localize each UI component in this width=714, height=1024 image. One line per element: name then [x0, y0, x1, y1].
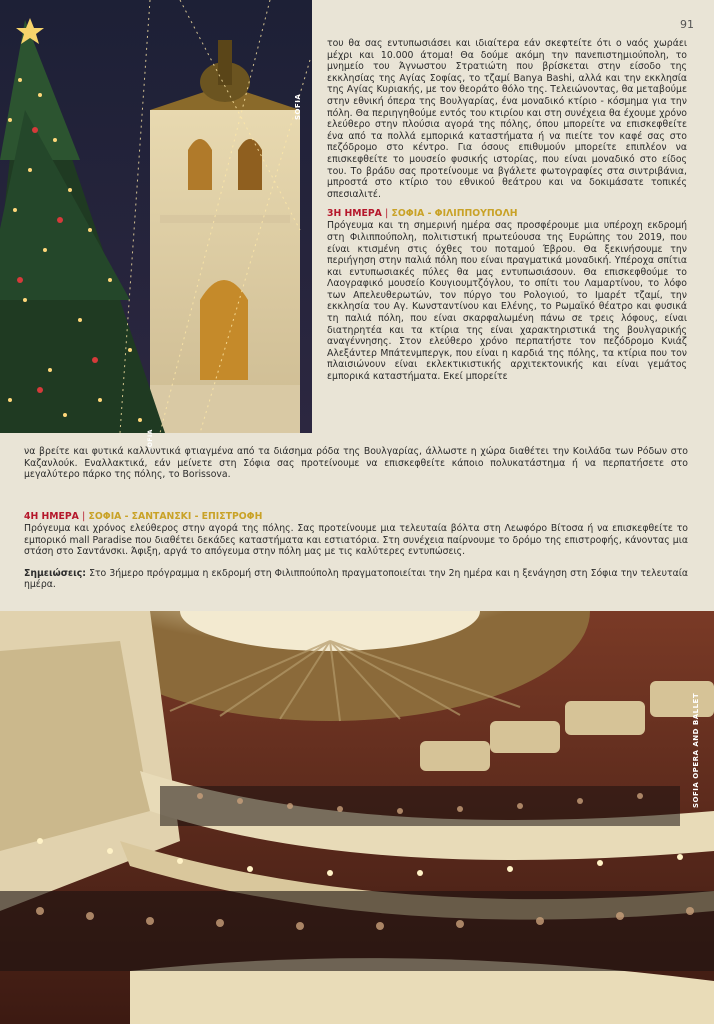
day3-heading [327, 208, 687, 220]
day3-body-continued: να βρείτε και φυτικά καλλυντικά φτιαγμένα από τα διάσημα ρόδα της Βουλγαρίας, άλλωστε η χώρα διαθέτει την Κοιλάδα των Ρόδων στο Καζανλούκ. Εναλλακτικά, εάν μείνετε στη Σόφια σας προτείνουμε να επισκεφθείτε κάποιο πολυκατάστημα ή να περπατήσετε στο μεγαλύτερο πάρκο της πόλης, το Borissova. [24, 446, 688, 481]
day4-heading [24, 511, 688, 523]
day4-separator: | [82, 511, 86, 522]
notes-label: Σημειώσεις: [24, 567, 86, 579]
notes-body: Στο 3ήμερο πρόγραμμα η εκδρομή στη Φιλιππούπολη πραγματοποιείται την 2η ημέρα και η ξενάγηση στη Σόφια την τελευταία ημέρα. [24, 567, 688, 591]
photo-illustration [0, 0, 312, 433]
photo-sofia-opera [0, 611, 714, 1024]
opera-illustration [0, 611, 714, 1024]
photo-caption-sofia-small: SOFIA [147, 429, 154, 452]
day4-label: 4Η ΗΜΕΡΑ [24, 511, 79, 522]
page-number: 91 [680, 18, 694, 31]
photo-sofia-christmas [0, 0, 312, 433]
photo-caption-opera: SOFIA OPERA AND BALLET [692, 692, 700, 808]
photo-caption-sofia: SOFIA [294, 93, 302, 120]
day4-route: ΣΟΦΙΑ - ΣΑΝΤΑΝΣΚΙ - ΕΠΙΣΤΡΟΦΗ [88, 511, 263, 522]
right-column [327, 38, 687, 383]
day3-separator: | [385, 208, 389, 220]
day3-body-column: Πρόγευμα και τη σημερινή ημέρα σας προσφέρουμε μια υπέροχη εκδρομή στη Φιλιππούπολη, πολιτιστική πρωτεύουσα της Ευρώπης του 2019, που είναι κτισμένη στις όχθες του ποταμού Έβρου. Θα ξεκινήσουμε την περιήγηση στην παλιά πόλη που είναι πραγματικά μοναδική. Υπέροχα σπίτια και εντυπωσιακές πύλες θα μας εντυπωσιάσουν. Θα επισκεφθούμε το Λαογραφικό μουσείο Κουγιουμτζόγλου, το σπίτι του Λαμαρτίνου, το λόφο των Απελευθερωτών, τον πύργο του Ρολογιού, το Ιμαρέτ τζαμί, την εκκλησία του Αγ. Κωνσταντίνου και Ελένης, το Ρωμαϊκό θέατρο και φυσικά τη παλιά πόλη, που είναι σκαρφαλωμένη πάνω σε τρεις λόφους, είναι διατηρητέα και τα κτίρια της είναι χαρακτηριστικά της βουλγαρικής αναγέννησης. Στον ελεύθερο χρόνο περπατήστε τον πεζόδρομο Κνιάζ Αλεξάντερ Μπάτενμπεργκ, που είναι η καρδιά της πόλης, τα κτίρια που τον πλαισιώνουν είναι εκλεκτικιστικής αρχιτεκτονικής και είναι γεμάτος εμπορικά καταστήματα. Εκεί μπορείτε [327, 220, 687, 383]
day4-section [24, 511, 688, 591]
day4-body: Πρόγευμα και χρόνος ελεύθερος στην αγορά της πόλης. Σας προτείνουμε μια τελευταία βόλτα στη Λεωφόρο Βίτοσα ή να επισκεφθείτε το εμπορικό mall Paradise που διαθέτει δεκάδες καταστήματα και εστιατόρια. Στη συνέχεια παίρνουμε το δρόμο της επιστροφής, κάνοντας μια στάση στο Σαντάνσκι. Άφιξη, αργά το απόγευμα στην πόλη μας με τις καλύτερες εντυπώσεις. [24, 523, 688, 558]
intro-paragraph: του θα σας εντυπωσιάσει και ιδιαίτερα εάν σκεφτείτε ότι ο ναός χωράει μέχρι και 10.000 άτομα! Θα δούμε ακόμη την πανεπιστημιούπολη, το μνημείο του Άγνωστου Στρατιώτη που βρίσκεται στην είσοδο της εκκλησίας της Αγίας Σοφίας, το τζαμί Banya Bashi, αλλά και την εκκλησία της Αγίας Κυριακής, με τον θεοράτο θόλο της. Τελειώνοντας, θα μεταβούμε στην εθνική όπερα της Βουλγαρίας, ένα μοναδικό κτίριο - κόσμημα για την πόλη. Θα περιηγηθούμε εντός του κτιρίου και στη συνέχεια θα έχουμε χρόνο ελεύθερο στην πλούσια αγορά της πόλης, όπου μπορείτε να επισκεφθείτε ένα από τα πολλά εμπορικά καταστήματα ή να πιείτε τον καφέ σας στο πεζόδρομο στο κέντρο. Για όσους επιθυμούν μπορείτε επιπλέον να επισκεφθείτε το μουσείο φυσικής ιστορίας, που είναι μοναδικό στο είδος του. Το βράδυ σας προτείνουμε να βγάλετε φωτογραφίες στα σιντριβάνια, μπροστά στο κτίριο του εθνικού θεάτρου και να δοκιμάσατε τοπικές σπεσιαλιτέ. [327, 38, 687, 200]
day3-route: ΣΟΦΙΑ - ΦΙΛΙΠΠΟΥΠΟΛΗ [391, 208, 518, 220]
day3-label: 3Η ΗΜΕΡΑ [327, 208, 382, 220]
notes-paragraph [24, 568, 688, 591]
